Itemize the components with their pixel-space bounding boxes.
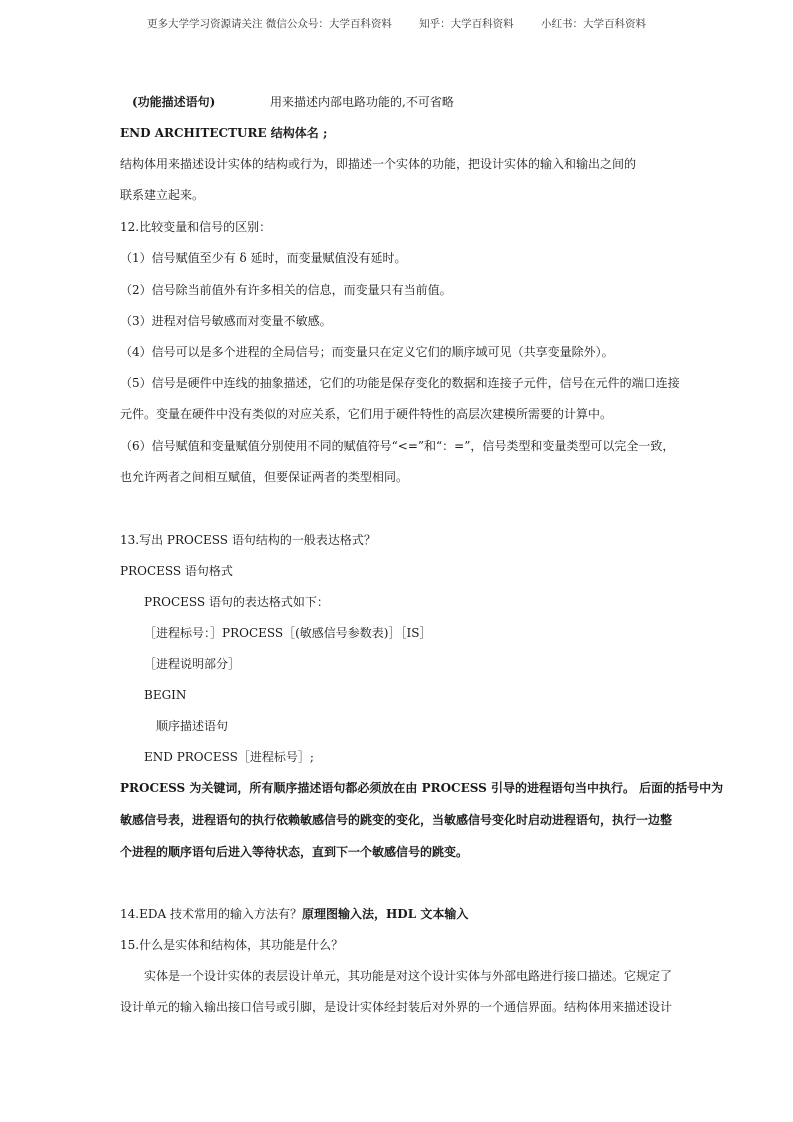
code-line: 顺序描述语句 — [156, 719, 229, 733]
bold-paragraph-line: 敏感信号表，进程语句的执行依赖敏感信号的跳变的变化，当敏感信号变化时启动进程语句，执行一边整 — [120, 813, 673, 827]
list-item: （6）信号赋值和变量赋值分别使用不同的赋值符号“<=”和“：=”，信号类型和变量类型可以完全一致， — [120, 439, 675, 453]
code-line: BEGIN — [144, 688, 187, 702]
text-line: 结构体用来描述设计实体的结构或行为，即描述一个实体的功能，把设计实体的输入和输出之间的 — [120, 157, 637, 171]
function-statement-desc: 用来描述内部电路功能的,不可省略 — [270, 95, 454, 109]
list-item: （5）信号是硬件中连线的抽象描述，它们的功能是保存变化的数据和连接子元件，信号在元件的端口连接 — [120, 376, 680, 390]
text-line: 元件。变量在硬件中没有类似的对应关系，它们用于硬件特性的高层次建模所需要的计算中。 — [120, 407, 613, 421]
question-13: 13.写出 PROCESS 语句结构的一般表达格式？ — [120, 533, 376, 547]
question-12: 12.比较变量和信号的区别： — [120, 220, 272, 234]
code-line: ［进程标号：］PROCESS［(敏感信号参数表)］［IS］ — [144, 626, 432, 640]
header-zhihu: 知乎：大学百科资料 — [419, 18, 514, 30]
question-14-answer: 原理图输入法，HDL 文本输入 — [301, 907, 469, 921]
function-statement-label: (功能描述语句) — [132, 95, 216, 109]
bold-paragraph-line: 个进程的顺序语句后进入等待状态，直到下一个敏感信号的跳变。 — [120, 845, 469, 859]
end-architecture-line: END ARCHITECTURE 结构体名 ; — [120, 126, 328, 140]
text-line: PROCESS 语句的表达格式如下： — [144, 595, 329, 609]
code-line: END PROCESS［进程标号］; — [144, 750, 314, 764]
list-item: （1）信号赋值至少有 δ 延时，而变量赋值没有延时。 — [120, 251, 407, 265]
list-item: （3）进程对信号敏感而对变量不敏感。 — [120, 314, 332, 328]
text-line: PROCESS 语句格式 — [120, 564, 233, 578]
question-15: 15.什么是实体和结构体，其功能是什么？ — [120, 938, 344, 952]
question-14-text: 14.EDA 技术常用的输入方法有？ — [120, 907, 302, 921]
list-item: （4）信号可以是多个进程的全局信号；而变量只在定义它们的顺序域可见（共享变量除外）。 — [120, 345, 614, 359]
question-14 — [120, 906, 468, 922]
text-line: 联系建立起来。 — [120, 188, 205, 202]
bold-paragraph-line: PROCESS 为关键词，所有顺序描述语句都必须放在由 PROCESS 引导的进程语句当中执行。 后面的括号中为 — [120, 781, 724, 795]
code-line: ［进程说明部分］ — [144, 657, 241, 671]
text-line: 实体是一个设计实体的表层设计单元，其功能是对这个设计实体与外部电路进行接口描述。它规定了 — [144, 969, 673, 983]
header-xiaohongshu: 小红书：大学百科资料 — [541, 18, 647, 30]
page-header — [0, 16, 793, 31]
text-line: 也允许两者之间相互赋值，但要保证两者的类型相同。 — [120, 470, 409, 484]
header-wechat: 更多大学学习资源请关注 微信公众号：大学百科资料 — [146, 18, 392, 30]
text-line: 设计单元的输入输出接口信号或引脚，是设计实体经封装后对外界的一个通信界面。结构体用来描述设计 — [120, 1000, 673, 1014]
list-item: （2）信号除当前值外有许多相关的信息，而变量只有当前值。 — [120, 283, 452, 297]
